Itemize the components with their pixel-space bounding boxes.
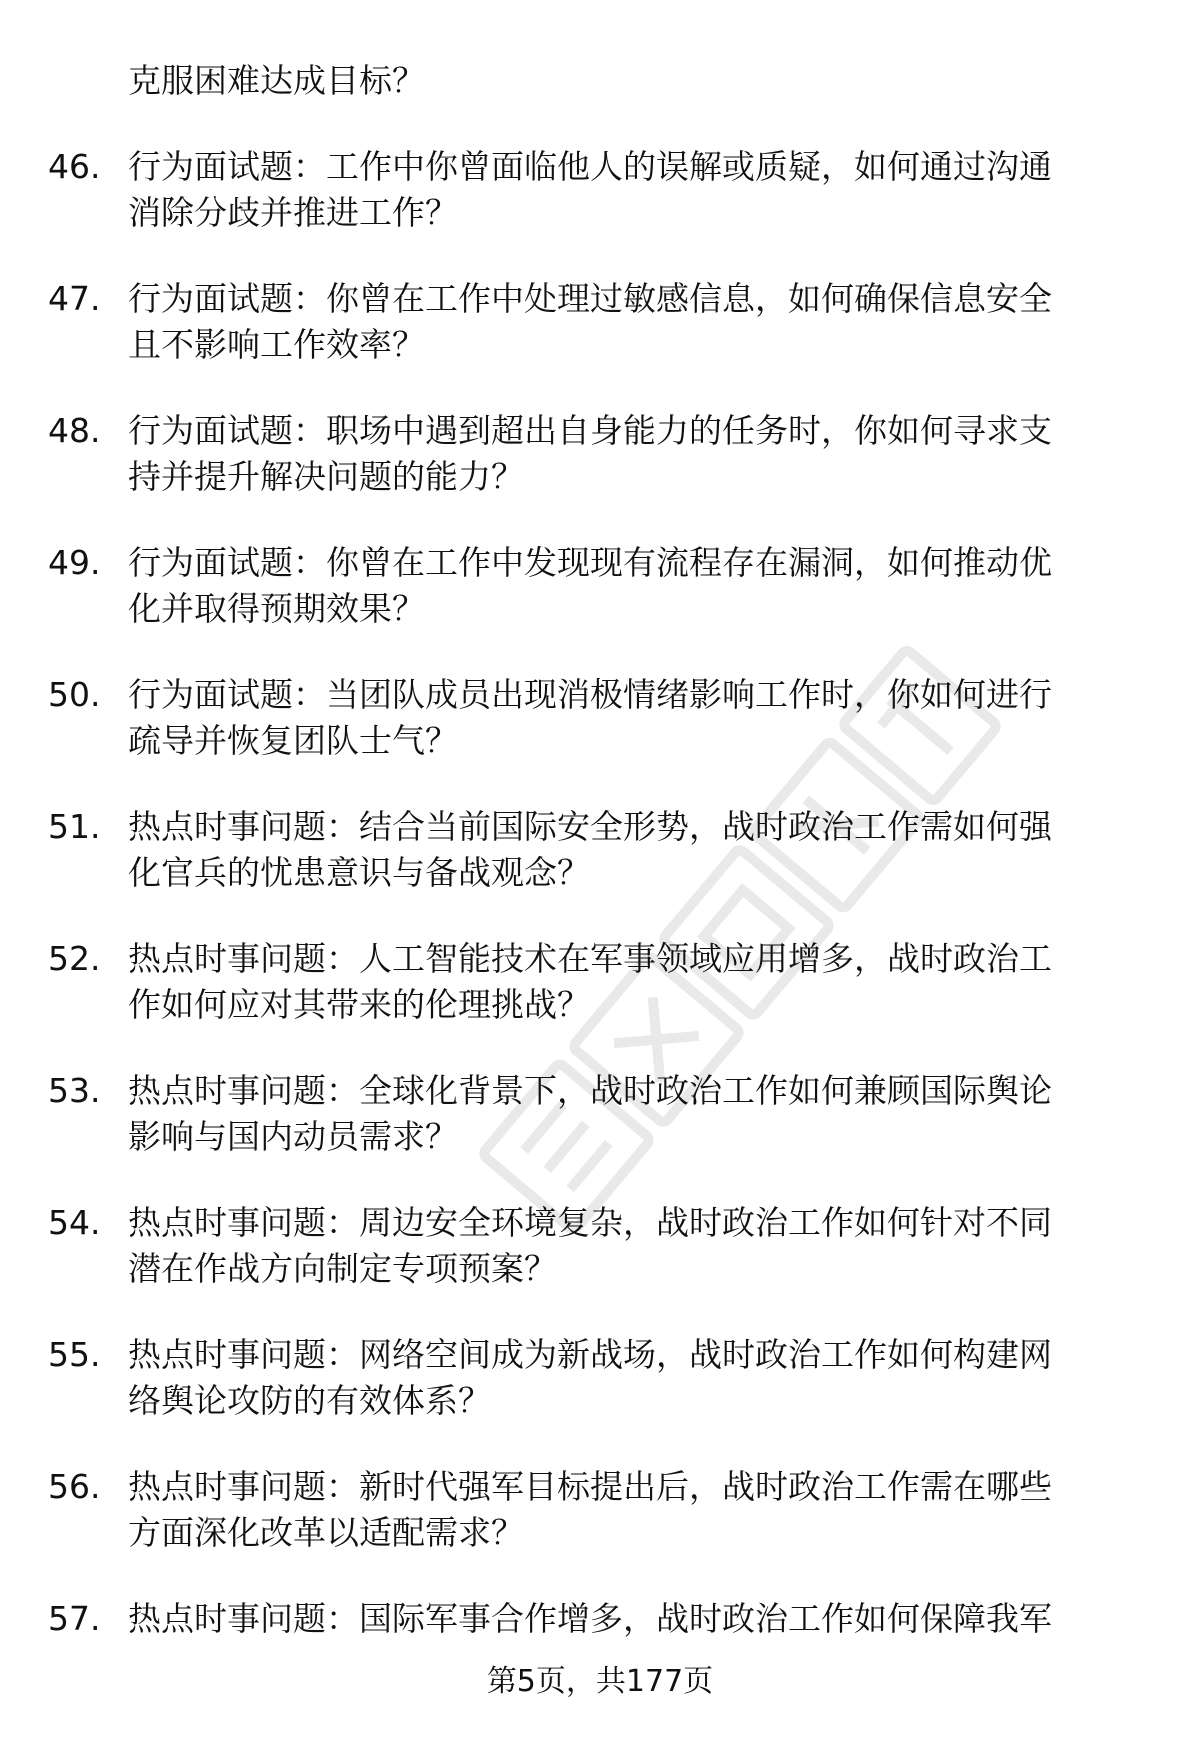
- question-number: 57.: [48, 1599, 101, 1638]
- question-number: 47.: [48, 279, 101, 318]
- question-text: [128, 936, 1138, 1028]
- question-line: 潜在作战方向制定专项预案？: [128, 1249, 557, 1288]
- question-line: 热点时事问题：周边安全环境复杂，战时政治工作如何针对不同: [128, 1203, 1052, 1242]
- list-item: [0, 1332, 1200, 1424]
- question-text: [128, 1332, 1138, 1424]
- question-line: 热点时事问题：新时代强军目标提出后，战时政治工作需在哪些: [128, 1467, 1052, 1506]
- question-text: [128, 1068, 1138, 1160]
- question-line: 热点时事问题：人工智能技术在军事领域应用增多，战时政治工: [128, 939, 1052, 978]
- question-text: [128, 1464, 1138, 1556]
- question-line: 且不影响工作效率？: [128, 325, 425, 364]
- question-text: [128, 804, 1138, 896]
- list-item: [0, 540, 1200, 632]
- question-number: 46.: [48, 147, 101, 186]
- question-line: 化官兵的忧患意识与备战观念？: [128, 853, 590, 892]
- question-number: 49.: [48, 543, 101, 582]
- question-line: 热点时事问题：结合当前国际安全形势，战时政治工作需如何强: [128, 807, 1052, 846]
- list-item: [0, 408, 1200, 500]
- question-number: 54.: [48, 1203, 101, 1242]
- question-number: 52.: [48, 939, 101, 978]
- question-number: 53.: [48, 1071, 101, 1110]
- question-text: [128, 408, 1138, 500]
- question-line: 热点时事问题：网络空间成为新战场，战时政治工作如何构建网: [128, 1335, 1052, 1374]
- question-list: [0, 58, 1200, 1728]
- list-item: [0, 276, 1200, 368]
- continuation-line: 克服困难达成目标？: [128, 61, 425, 100]
- question-line: 热点时事问题：全球化背景下，战时政治工作如何兼顾国际舆论: [128, 1071, 1052, 1110]
- list-item: [0, 1200, 1200, 1292]
- question-number: 48.: [48, 411, 101, 450]
- list-item: [0, 1068, 1200, 1160]
- question-text: [128, 1200, 1138, 1292]
- question-line: 影响与国内动员需求？: [128, 1117, 458, 1156]
- list-item: [0, 672, 1200, 764]
- question-line: 行为面试题：你曾在工作中处理过敏感信息，如何确保信息安全: [128, 279, 1052, 318]
- question-number: 51.: [48, 807, 101, 846]
- question-number: 55.: [48, 1335, 101, 1374]
- question-text: [128, 276, 1138, 368]
- question-number: 56.: [48, 1467, 101, 1506]
- question-text: [128, 144, 1138, 236]
- question-line: 疏导并恢复团队士气？: [128, 721, 458, 760]
- question-text: [128, 540, 1138, 632]
- question-line: 行为面试题：职场中遇到超出自身能力的任务时，你如何寻求支: [128, 411, 1052, 450]
- list-item: [0, 936, 1200, 1028]
- question-text: [128, 1596, 1138, 1642]
- question-line: 络舆论攻防的有效体系？: [128, 1381, 491, 1420]
- list-item: [0, 144, 1200, 236]
- question-line: 方面深化改革以适配需求？: [128, 1513, 524, 1552]
- question-line: 消除分歧并推进工作？: [128, 193, 458, 232]
- question-line: 行为面试题：工作中你曾面临他人的误解或质疑，如何通过沟通: [128, 147, 1052, 186]
- question-line: 化并取得预期效果？: [128, 589, 425, 628]
- page-footer: 第5页，共177页: [486, 1664, 714, 1699]
- question-line: 作如何应对其带来的伦理挑战？: [128, 985, 590, 1024]
- list-item: [0, 804, 1200, 896]
- question-line: 行为面试题：你曾在工作中发现现有流程存在漏洞，如何推动优: [128, 543, 1052, 582]
- question-line: 行为面试题：当团队成员出现消极情绪影响工作时，你如何进行: [128, 675, 1052, 714]
- question-line: 热点时事问题：国际军事合作增多，战时政治工作如何保障我军: [128, 1599, 1052, 1638]
- question-number: 50.: [48, 675, 101, 714]
- question-line: 持并提升解决问题的能力？: [128, 457, 524, 496]
- list-item: [0, 1464, 1200, 1556]
- question-text: [128, 672, 1138, 764]
